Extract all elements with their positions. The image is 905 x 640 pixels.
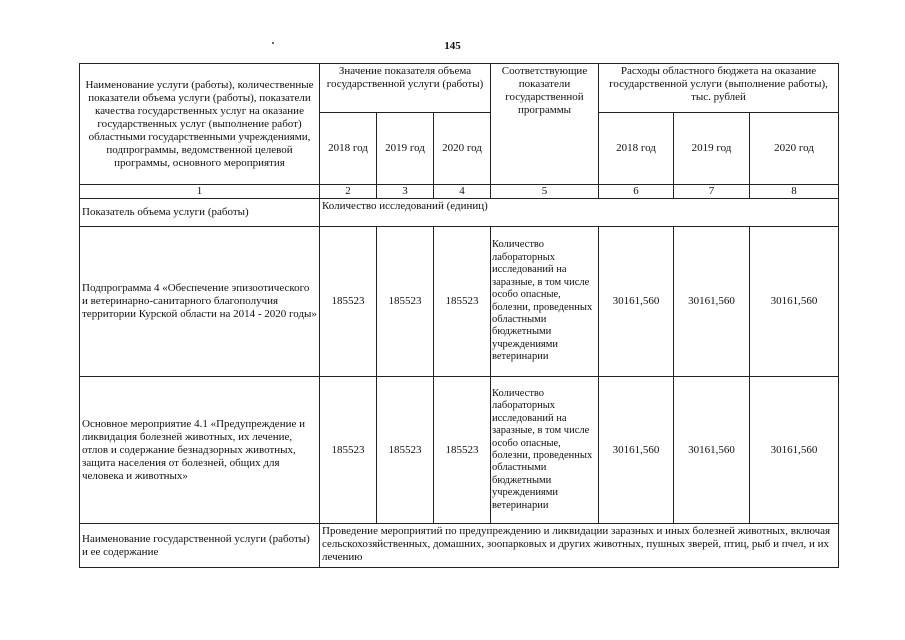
subprogram-volume-2020: 185523 [434, 227, 491, 377]
column-number: 3 [377, 185, 434, 199]
subprogram-volume-2019: 185523 [377, 227, 434, 377]
column-number: 8 [750, 185, 839, 199]
header-row-1 [80, 64, 839, 113]
page-number: 145 [444, 40, 461, 52]
main-event-budget-2018: 30161,560 [599, 377, 674, 524]
header-budget-year-2019: 2019 год [674, 113, 750, 185]
volume-indicator-row [80, 199, 839, 227]
main-event-budget-2019: 30161,560 [674, 377, 750, 524]
main-event-volume-2018: 185523 [320, 377, 377, 524]
subprogram-row [80, 227, 839, 377]
main-event-volume-2020: 185523 [434, 377, 491, 524]
main-event-program-indicator: Количество лабораторных исследований на заразные, в том числе особо опасные, болезни, проведенных областными бюджетными учреждениями ветеринарии [491, 377, 599, 524]
main-event-volume-2019: 185523 [377, 377, 434, 524]
main-event-label: Основное мероприятие 4.1 «Предупреждение и ликвидация болезней животных, их лечение, отлов и содержание безнадзорных животных, защита населения от болезней, общих для человека и животных» [80, 377, 320, 524]
budget-table [79, 63, 839, 568]
column-number: 1 [80, 185, 320, 199]
header-service-name: Наименование услуги (работы), количественные показатели объема услуги (работы), показатели качества государственных услуг на оказание государственных услуг (выполнение работ) областными государственными учреждениями, подпрограммы, ведомственной целевой программы, основного мероприятия [80, 64, 320, 185]
column-number-row [80, 185, 839, 199]
subprogram-budget-2020: 30161,560 [750, 227, 839, 377]
column-number: 2 [320, 185, 377, 199]
volume-indicator-value: Количество исследований (единиц) [320, 199, 839, 227]
header-program-indicators: Соответствующие показатели государственной программы [491, 64, 599, 185]
column-number: 5 [491, 185, 599, 199]
volume-indicator-label: Показатель объема услуги (работы) [80, 199, 320, 227]
header-volume-value: Значение показателя объема государственной услуги (работы) [320, 64, 491, 113]
column-number: 6 [599, 185, 674, 199]
header-year-2018: 2018 год [320, 113, 377, 185]
subprogram-program-indicator: Количество лабораторных исследований на заразные, в том числе особо опасные, болезни, проведенных областными бюджетными учреждениями ветеринарии [491, 227, 599, 377]
service-name-row [80, 524, 839, 568]
service-name-label: Наименование государственной услуги (работы) и ее содержание [80, 524, 320, 568]
header-budget-expenses: Расходы областного бюджета на оказание государственной услуги (выполнение работы), тыс. рублей [599, 64, 839, 113]
subprogram-volume-2018: 185523 [320, 227, 377, 377]
header-budget-year-2020: 2020 год [750, 113, 839, 185]
main-event-row [80, 377, 839, 524]
header-year-2020: 2020 год [434, 113, 491, 185]
subprogram-budget-2018: 30161,560 [599, 227, 674, 377]
header-year-2019: 2019 год [377, 113, 434, 185]
column-number: 7 [674, 185, 750, 199]
service-name-value: Проведение мероприятий по предупреждению и ликвидации заразных и иных болезней животных, включая сельскохозяйственных, домашних, зоопарковых и других животных, пушных зверей, птиц, рыб и пчел, и их лечению [320, 524, 839, 568]
main-event-budget-2020: 30161,560 [750, 377, 839, 524]
header-budget-year-2018: 2018 год [599, 113, 674, 185]
subprogram-budget-2019: 30161,560 [674, 227, 750, 377]
subprogram-label: Подпрограмма 4 «Обеспечение эпизоотического и ветеринарно-санитарного благополучия территории Курской области на 2014 - 2020 годы» [80, 227, 320, 377]
column-number: 4 [434, 185, 491, 199]
